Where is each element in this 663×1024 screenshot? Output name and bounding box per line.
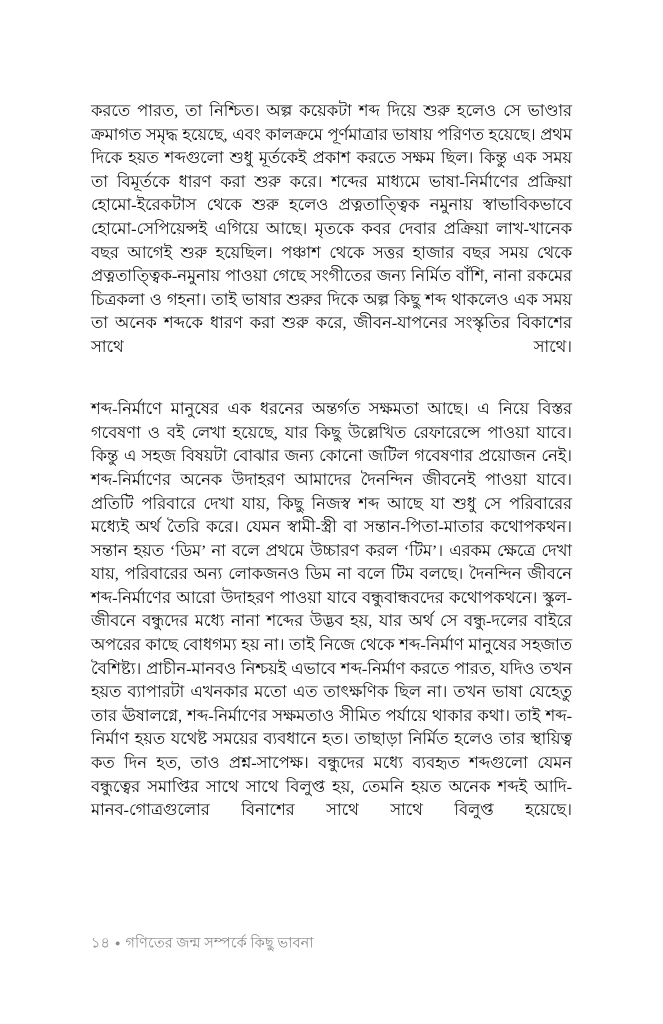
footer-page-number: ১৪: [91, 935, 110, 952]
page-footer: [91, 933, 572, 954]
body-paragraph-1: করতে পারত, তা নিশ্চিত। অল্প কয়েকটা শব্দ দিয়ে শুরু হলেও সে ভাণ্ডার ক্রমাগত সমৃদ্ধ হয়েছে, এবং কালক্রমে পূর্ণমাত্রার ভাষায় পরিণত হয়েছে। প্রথম দিকে হয়ত শব্দগুলো শুধু মূর্তকেই প্রকাশ করতে সক্ষম ছিল। কিন্তু এক সময় তা বিমূর্তকে ধারণ করা শুরু করে। শব্দের মাধ্যমে ভাষা-নির্মাণের প্রক্রিয়া হোমো-ইরেকটাস থেকে শুরু হলেও প্রত্নতাত্ত্বিক নমুনায় স্বাভাবিকভাবে হোমো-সেপিয়েন্সই এগিয়ে আছে। মৃতকে কবর দেবার প্রক্রিয়া লাখ-খানেক বছর আগেই শুরু হয়েছিল। পঞ্চাশ থেকে সত্তর হাজার বছর সময় থেকে প্রত্নতাত্ত্বিক-নমুনায় পাওয়া গেছে সংগীতের জন্য নির্মিত বাঁশি, নানা রকমের চিত্রকলা ও গহনা। তাই ভাষার শুরুর দিকে অল্প কিছু শব্দ থাকলেও এক সময় তা অনেক শব্দকে ধারণ করা শুরু করে, জীবন-যাপনের সংস্কৃতির বিকাশের সাথে সাথে।: [91, 101, 572, 356]
bullet-separator-icon: ●: [114, 938, 121, 948]
footer-running-title: গণিতের জন্ম সম্পর্কে কিছু ভাবনা: [125, 935, 314, 952]
body-paragraph-2: শব্দ-নির্মাণে মানুষের এক ধরনের অন্তর্গত সক্ষমতা আছে। এ নিয়ে বিস্তর গবেষণা ও বই লেখা হয়েছে, যার কিছু উল্লেখিত রেফারেন্সে পাওয়া যাবে। কিন্তু এ সহজ বিষয়টা বোঝার জন্য কোনো জটিল গবেষণার প্রয়োজন নেই। শব্দ-নির্মাণের অনেক উদাহরণ আমাদের দৈনন্দিন জীবনেই পাওয়া যাবে। প্রতিটি পরিবারে দেখা যায়, কিছু নিজস্ব শব্দ আছে যা শুধু সে পরিবারের মধ্যেই অর্থ তৈরি করে। যেমন স্বামী-স্ত্রী বা সন্তান-পিতা-মাতার কথোপকথন। সন্তান হয়ত ‘ডিম’ না বলে প্রথমে উচ্চারণ করল ‘টিম’। এরকম ক্ষেত্রে দেখা যায়, পরিবারের অন্য লোকজনও ডিম না বলে টিম বলছে। দৈনন্দিন জীবনে শব্দ-নির্মাণের আরো উদাহরণ পাওয়া যাবে বন্ধুবান্ধবদের কথোপকথনে। স্কুল-জীবনে বন্ধুদের মধ্যে নানা শব্দের উদ্ভব হয়, যার অর্থ সে বন্ধু-দলের বাইরে অপরের কাছে বোধগম্য হয় না। তাই নিজে থেকে শব্দ-নির্মাণ মানুষের সহজাত বৈশিষ্ট্য। প্রাচীন-মানবও নিশ্চয়ই এভাবে শব্দ-নির্মাণ করতে পারত, যদিও তখন হয়ত ব্যাপারটা এখনকার মতো এত তাৎক্ষণিক ছিল না। তখন ভাষা যেহেতু তার ঊষালগ্নে, শব্দ-নির্মাণের সক্ষমতাও সীমিত পর্যায়ে থাকার কথা। তাই শব্দ-নির্মাণ হয়ত যথেষ্ট সময়ের ব্যবধানে হত। তাছাড়া নির্মিত হলেও তার স্থায়িত্ব কত দিন হত, তাও প্রশ্ন-সাপেক্ষ। বন্ধুদের মধ্যে ব্যবহৃত শব্দগুলো যেমন বন্ধুত্বের সমাপ্তির সাথে সাথে বিলুপ্ত হয়, তেমনি হয়ত অনেক শব্দই আদি-মানব-গোত্রগুলোর বিনাশের সাথে সাথে বিলুপ্ত হয়েছে।: [91, 399, 572, 820]
body-text-block: [91, 99, 572, 845]
